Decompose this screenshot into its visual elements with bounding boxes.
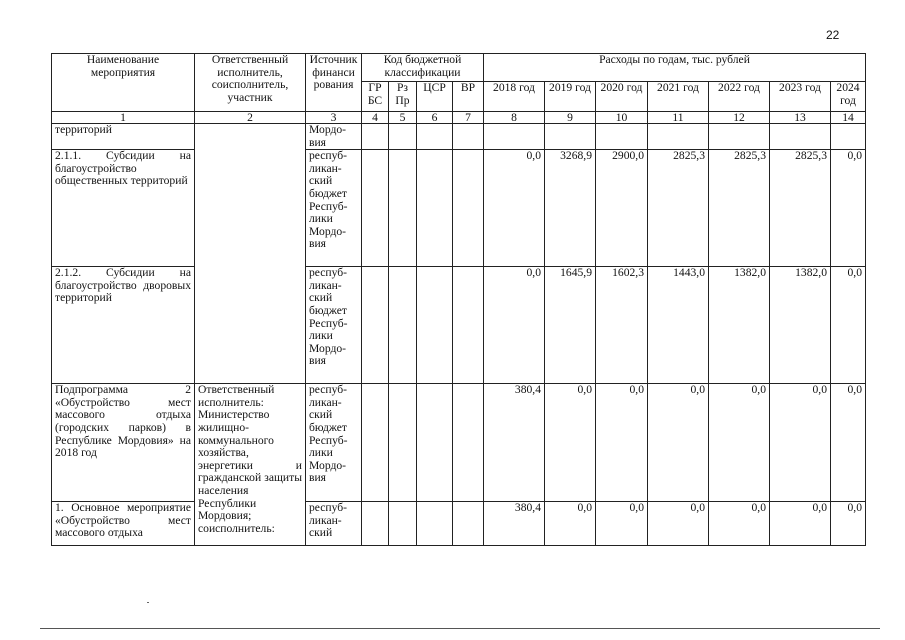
value-cell: 0,0 bbox=[596, 384, 648, 502]
value-cell bbox=[648, 124, 709, 150]
value-cell: 2825,3 bbox=[709, 150, 770, 267]
value-cell: 2825,3 bbox=[648, 150, 709, 267]
value-cell: 0,0 bbox=[770, 384, 831, 502]
table-row bbox=[52, 384, 866, 502]
value-cell: 0,0 bbox=[709, 502, 770, 546]
value-cell: 0,0 bbox=[596, 502, 648, 546]
value-cell: 0,0 bbox=[545, 384, 596, 502]
value-cell: 1602,3 bbox=[596, 267, 648, 384]
code-cell bbox=[389, 124, 417, 150]
value-cell: 1443,0 bbox=[648, 267, 709, 384]
value-cell: 0,0 bbox=[648, 502, 709, 546]
row-executor: Ответственный исполнитель: Министерство жилищно-коммунального хозяйства, энергетики и гражданской защиты населения Республики Мордовия; соисполнитель: bbox=[195, 384, 306, 546]
value-cell bbox=[709, 124, 770, 150]
header-source: Источник финанси рования bbox=[306, 54, 362, 112]
table-row bbox=[52, 124, 866, 150]
header-year: 2020 год bbox=[596, 82, 648, 112]
code-cell bbox=[389, 150, 417, 267]
column-number: 8 bbox=[484, 112, 545, 124]
value-cell: 3268,9 bbox=[545, 150, 596, 267]
code-cell bbox=[389, 384, 417, 502]
header-budget-code: Код бюджетной классификации bbox=[362, 54, 484, 82]
header-vr: ВР bbox=[453, 82, 484, 112]
page-bottom-rule bbox=[40, 628, 880, 629]
page-number: 22 bbox=[826, 28, 840, 42]
code-cell bbox=[362, 267, 389, 384]
value-cell: 380,4 bbox=[484, 384, 545, 502]
column-number: 6 bbox=[417, 112, 453, 124]
code-cell bbox=[417, 124, 453, 150]
value-cell bbox=[545, 124, 596, 150]
header-executor: Ответственный исполнитель, соисполнитель, участник bbox=[195, 54, 306, 112]
header-grbs: ГР БС bbox=[362, 82, 389, 112]
column-number: 7 bbox=[453, 112, 484, 124]
table-row bbox=[52, 502, 866, 546]
budget-table bbox=[51, 53, 866, 546]
row-source: респуб-ликан-ский бюджет Респуб-лики Мордо-вия bbox=[306, 150, 362, 267]
code-cell bbox=[453, 384, 484, 502]
value-cell bbox=[831, 124, 866, 150]
value-cell bbox=[770, 124, 831, 150]
header-name: Наименование мероприятия bbox=[52, 54, 195, 112]
table-row bbox=[52, 150, 866, 267]
value-cell bbox=[596, 124, 648, 150]
code-cell bbox=[389, 267, 417, 384]
header-year: 2024 год bbox=[831, 82, 866, 112]
code-cell bbox=[362, 384, 389, 502]
value-cell: 0,0 bbox=[648, 384, 709, 502]
column-number: 4 bbox=[362, 112, 389, 124]
column-number: 11 bbox=[648, 112, 709, 124]
code-cell bbox=[453, 150, 484, 267]
code-cell bbox=[362, 502, 389, 546]
column-number: 2 bbox=[195, 112, 306, 124]
value-cell: 0,0 bbox=[831, 150, 866, 267]
column-number: 10 bbox=[596, 112, 648, 124]
code-cell bbox=[453, 267, 484, 384]
header-year: 2021 год bbox=[648, 82, 709, 112]
table-row bbox=[52, 267, 866, 384]
value-cell: 1645,9 bbox=[545, 267, 596, 384]
header-year: 2022 год bbox=[709, 82, 770, 112]
value-cell bbox=[484, 124, 545, 150]
row-name: 1. Основное мероприятие «Обустройство мест массового отдыха bbox=[52, 502, 195, 546]
column-number: 14 bbox=[831, 112, 866, 124]
row-source: респуб-ликан-ский бюджет Респуб-лики Мордо-вия bbox=[306, 384, 362, 502]
header-year: 2019 год bbox=[545, 82, 596, 112]
value-cell: 380,4 bbox=[484, 502, 545, 546]
code-cell bbox=[417, 502, 453, 546]
code-cell bbox=[389, 502, 417, 546]
row-source: Мордо-вия bbox=[306, 124, 362, 150]
header-expenses: Расходы по годам, тыс. рублей bbox=[484, 54, 866, 82]
row-name: 2.1.1. Субсидии на благоустройство общественных территорий bbox=[52, 150, 195, 267]
column-number: 9 bbox=[545, 112, 596, 124]
row-executor bbox=[195, 124, 306, 384]
header-row-1 bbox=[52, 54, 866, 82]
value-cell: 0,0 bbox=[484, 150, 545, 267]
row-name: Подпрограмма 2 «Обустройство мест массового отдыха (городских парков) в Республике Мордовия» на 2018 год bbox=[52, 384, 195, 502]
value-cell: 0,0 bbox=[770, 502, 831, 546]
header-year: 2023 год bbox=[770, 82, 831, 112]
header-rzpr: Рз Пр bbox=[389, 82, 417, 112]
value-cell: 0,0 bbox=[484, 267, 545, 384]
code-cell bbox=[417, 384, 453, 502]
value-cell: 0,0 bbox=[709, 384, 770, 502]
header-year: 2018 год bbox=[484, 82, 545, 112]
column-number: 13 bbox=[770, 112, 831, 124]
value-cell: 0,0 bbox=[831, 502, 866, 546]
code-cell bbox=[362, 150, 389, 267]
value-cell: 0,0 bbox=[831, 384, 866, 502]
code-cell bbox=[453, 502, 484, 546]
column-number: 5 bbox=[389, 112, 417, 124]
value-cell: 2900,0 bbox=[596, 150, 648, 267]
code-cell bbox=[362, 124, 389, 150]
value-cell: 0,0 bbox=[831, 267, 866, 384]
row-source: респуб-ликан-ский bbox=[306, 502, 362, 546]
column-number: 12 bbox=[709, 112, 770, 124]
column-number: 3 bbox=[306, 112, 362, 124]
value-cell: 1382,0 bbox=[709, 267, 770, 384]
code-cell bbox=[453, 124, 484, 150]
value-cell: 2825,3 bbox=[770, 150, 831, 267]
header-csr: ЦСР bbox=[417, 82, 453, 112]
row-name: территорий bbox=[52, 124, 195, 150]
value-cell: 0,0 bbox=[545, 502, 596, 546]
value-cell: 1382,0 bbox=[770, 267, 831, 384]
code-cell bbox=[417, 150, 453, 267]
column-number: 1 bbox=[52, 112, 195, 124]
row-name: 2.1.2. Субсидии на благоустройство дворовых территорий bbox=[52, 267, 195, 384]
code-cell bbox=[417, 267, 453, 384]
row-source: респуб-ликан-ский бюджет Респуб-лики Мордо-вия bbox=[306, 267, 362, 384]
scan-speck bbox=[147, 602, 149, 603]
column-numbers-row bbox=[52, 112, 866, 124]
